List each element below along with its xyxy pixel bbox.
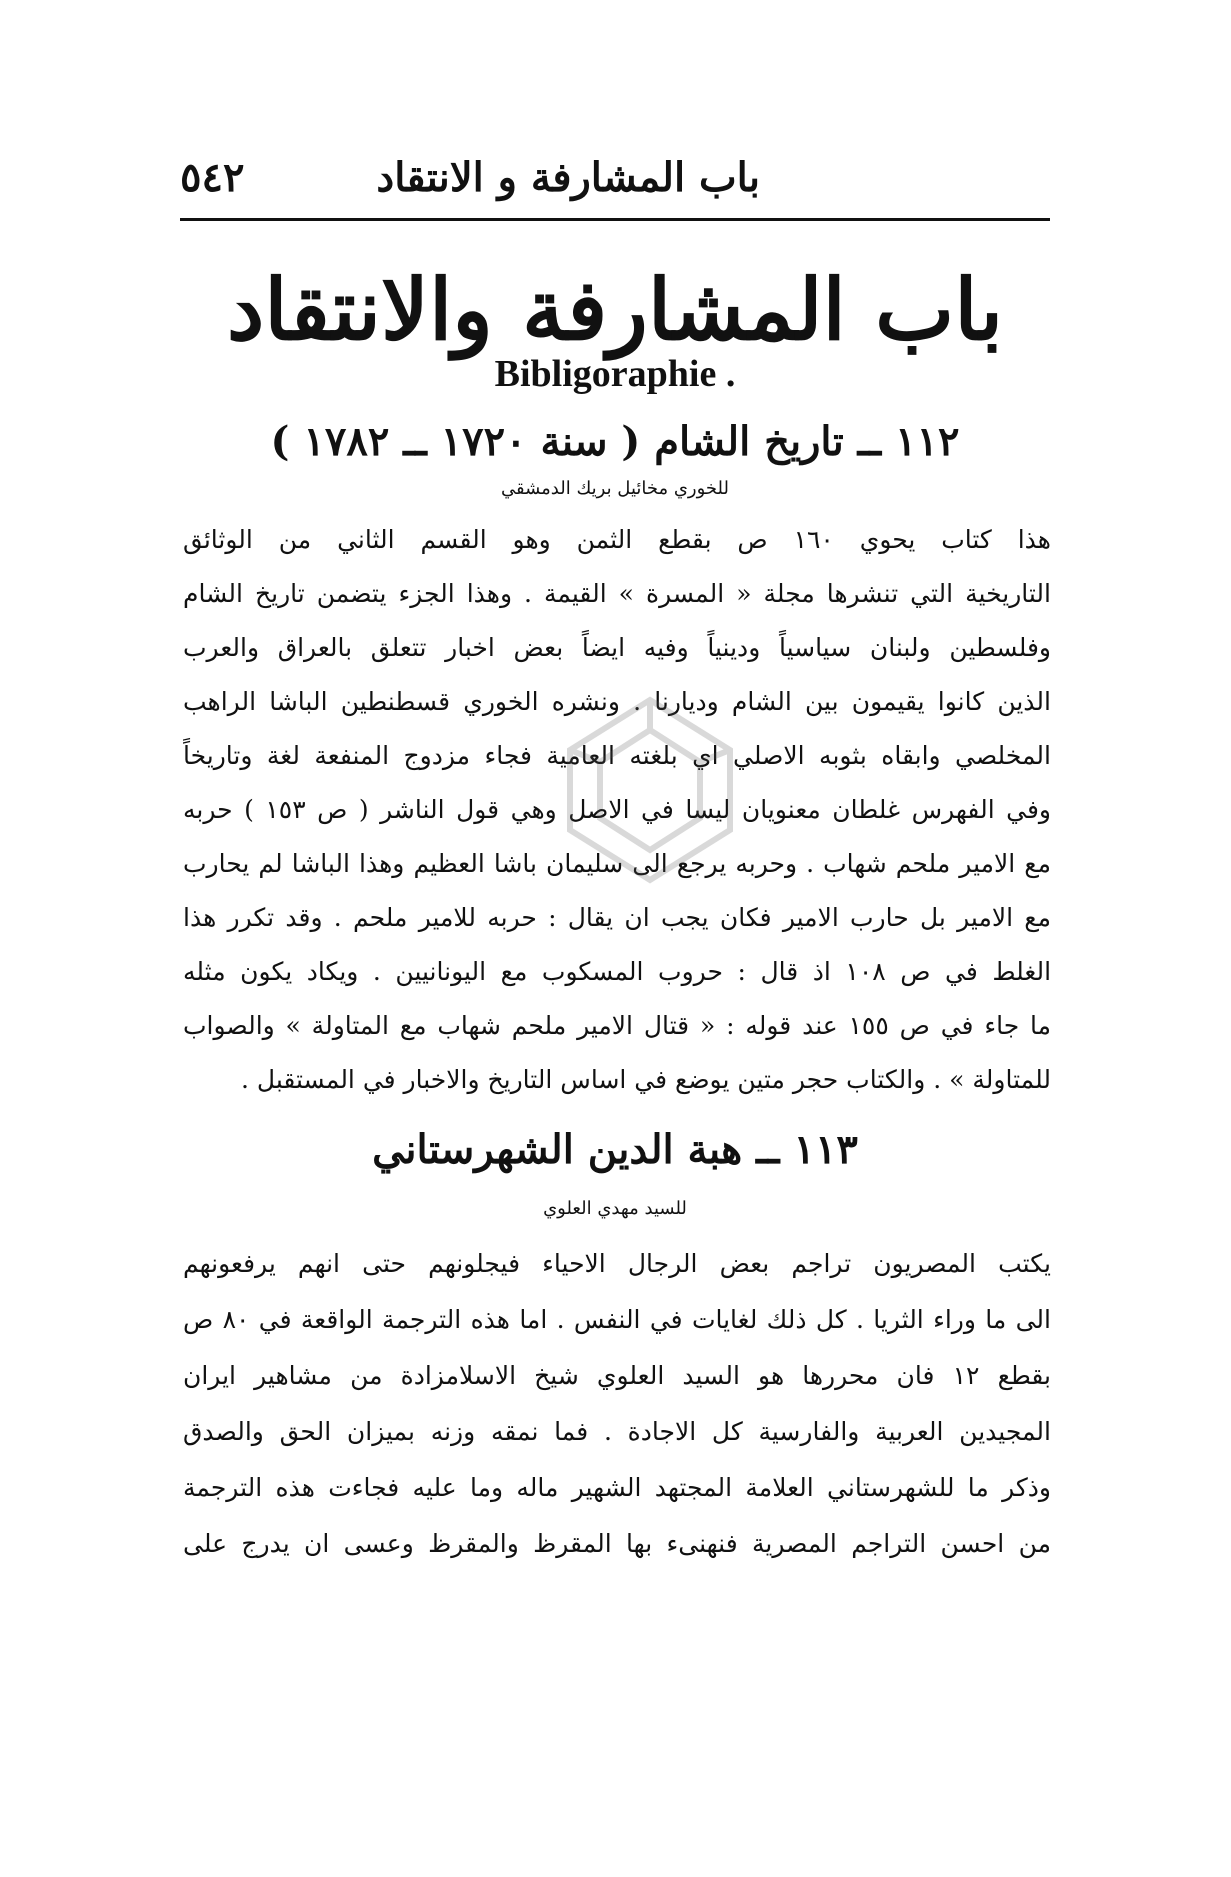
- section-title-112: ١١٢ ــ تاريخ الشام ( سنة ١٧٢٠ ــ ١٧٨٢ ): [270, 418, 960, 465]
- running-title: باب المشارفة و الانتقاد: [376, 154, 760, 201]
- section-title-113: ١١٣ ــ هبة الدين الشهرستاني: [372, 1126, 858, 1173]
- body-line: بقطع ١٢ فان محررها هو السيد العلوي شيخ الاسلامزادة من مشاهير ايران: [183, 1361, 1051, 1390]
- body-line: المخلصي وابقاه بثوبه الاصلي اي بلغته العامية فجاء مزدوج المنفعة لغة وتاريخاً: [183, 741, 1051, 770]
- body-line: مع الامير بل حارب الامير فكان يجب ان يقال : حربه للامير ملحم . وقد تكرر هذا: [183, 903, 1051, 932]
- body-line: الغلط في ص ١٠٨ اذ قال : حروب المسكوب مع اليونانيين . ويكاد يكون مثله: [183, 957, 1051, 986]
- section-author-113: للسيد مهدي العلوي: [543, 1198, 687, 1219]
- body-line: المجيدين العربية والفارسية كل الاجادة . فما نمقه وزنه بميزان الحق والصدق: [183, 1417, 1051, 1446]
- section-author-112: للخوري مخائيل بريك الدمشقي: [501, 478, 729, 499]
- body-line: وفلسطين ولبنان سياسياً ودينياً وفيه ايضاً بعض اخبار تتعلق بالعراق والعرب: [183, 633, 1051, 662]
- body-line: يكتب المصريون تراجم بعض الرجال الاحياء فيجلونهم حتى انهم يرفعونهم: [183, 1249, 1051, 1278]
- body-line: التاريخية التي تنشرها مجلة « المسرة » القيمة . وهذا الجزء يتضمن تاريخ الشام: [183, 579, 1051, 608]
- latin-subtitle: Bibligoraphie .: [494, 353, 736, 395]
- body-line: وذكر ما للشهرستاني العلامة المجتهد الشهير ماله وما عليه فجاءت هذه الترجمة: [183, 1473, 1051, 1502]
- body-line: للمتاولة » . والكتاب حجر متين يوضع في اساس التاريخ والاخبار في المستقبل .: [241, 1065, 1051, 1094]
- running-header: [180, 150, 1050, 210]
- body-line: وفي الفهرس غلطان معنويان ليسا في الاصل وهي قول الناشر ( ص ١٥٣ ) حربه: [183, 795, 1051, 824]
- header-divider: [180, 218, 1050, 221]
- body-line: مع الامير ملحم شهاب . وحربه يرجع الى سليمان باشا العظيم وهذا الباشا لم يحارب: [183, 849, 1051, 878]
- body-line: هذا كتاب يحوي ١٦٠ ص بقطع الثمن وهو القسم الثاني من الوثائق: [183, 525, 1051, 554]
- page-number: ٥٤٢: [180, 154, 245, 201]
- body-line: الذين كانوا يقيمون بين الشام وديارنا . ونشره الخوري قسطنطين الباشا الراهب: [183, 687, 1051, 716]
- body-line: ما جاء في ص ١٥٥ عند قوله : « قتال الامير ملحم شهاب مع المتاولة » والصواب: [183, 1011, 1051, 1040]
- calligraphic-heading: باب المشارفة والانتقاد: [226, 260, 1004, 359]
- body-line: الى ما وراء الثريا . كل ذلك لغايات في النفس . اما هذه الترجمة الواقعة في ٨٠ ص: [183, 1305, 1051, 1334]
- body-line: من احسن التراجم المصرية فنهنىء بها المقرظ والمقرظ وعسى ان يدرج على: [183, 1529, 1051, 1558]
